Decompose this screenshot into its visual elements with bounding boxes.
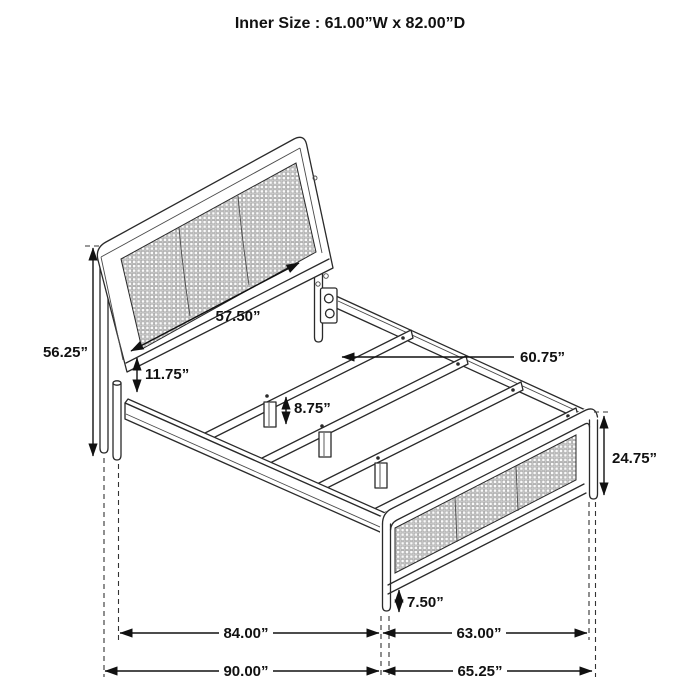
dimension-footboard-height xyxy=(604,416,657,495)
dim-label-footboard-width: 63.00” xyxy=(456,625,502,642)
dim-label-frame-length: 84.00” xyxy=(223,625,269,642)
dim-label-headboard-height: 56.25” xyxy=(42,344,88,361)
headboard-front-left-leg xyxy=(113,381,121,460)
dimension-frame-length xyxy=(120,623,379,642)
dim-label-overall-length: 90.00” xyxy=(223,663,269,680)
support-leg xyxy=(264,402,276,427)
dimension-support-leg-height xyxy=(286,397,331,424)
support-leg xyxy=(375,463,387,488)
dim-label-headboard-width: 57.50” xyxy=(215,308,261,325)
support-leg xyxy=(319,432,331,457)
dim-label-support-leg-height: 8.75” xyxy=(294,400,331,417)
dim-label-footboard-height: 24.75” xyxy=(612,450,658,467)
dimension-overall-length xyxy=(105,661,379,680)
dimension-overall-width xyxy=(383,661,592,680)
slat xyxy=(199,330,413,444)
footboard-right-post xyxy=(590,420,598,499)
dim-label-overall-width: 65.25” xyxy=(457,663,503,680)
dimension-headboard-height xyxy=(43,248,93,456)
dimension-footboard-width xyxy=(383,623,587,642)
inner-size-title: Inner Size : 61.00”W x 82.00”D xyxy=(234,15,466,32)
dim-label-footboard-clearance: 7.50” xyxy=(407,594,444,611)
rail-bracket xyxy=(321,288,338,323)
footboard-left-post xyxy=(383,524,391,611)
dim-label-slat-length: 60.75” xyxy=(520,349,566,366)
dimension-footboard-clearance xyxy=(399,590,444,612)
dim-label-panel-to-rail: 11.75” xyxy=(145,366,190,383)
